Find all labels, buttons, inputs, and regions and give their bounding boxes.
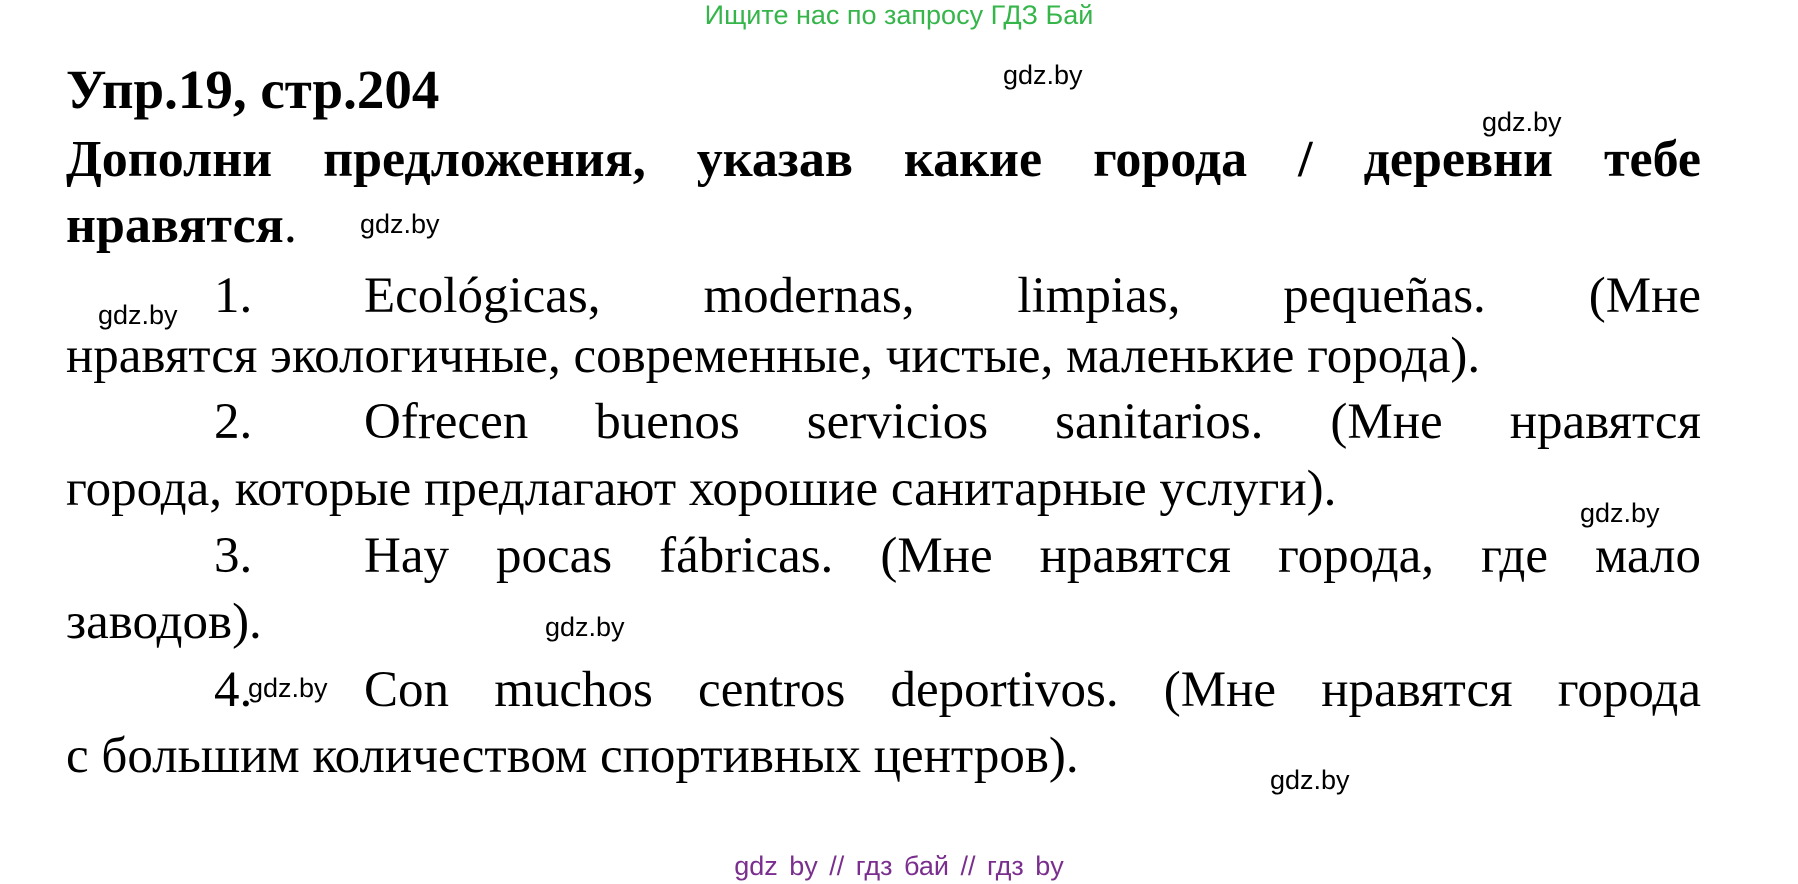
watermark: gdz.by	[1580, 498, 1660, 528]
list-item-number: 4.	[214, 662, 253, 718]
top-banner: Ищите нас по запросу ГДЗ Бай	[704, 0, 1094, 30]
list-item-3-line-1	[214, 526, 1701, 586]
task-instruction-line-2	[66, 196, 1701, 255]
watermark: gdz.by	[1003, 60, 1083, 90]
list-item-text: Con muchos centros deportivos. (Мне нравятся города	[364, 662, 1701, 718]
watermark: gdz.by	[1270, 765, 1350, 795]
page-title: Упр.19, стр.204	[66, 59, 440, 120]
list-item-2-line-1	[214, 392, 1701, 452]
watermark: gdz.by	[98, 300, 178, 330]
list-item-text: Ecológicas, modernas, limpias, pequeñas. (Мне	[364, 268, 1701, 324]
list-item-3-line-2: заводов).	[66, 594, 262, 650]
list-item-number: 3.	[214, 528, 253, 584]
task-instruction-bold: нравятся	[66, 197, 284, 254]
list-item-1-line-1	[214, 266, 1701, 326]
list-item-number: 2.	[214, 394, 253, 450]
watermark: gdz.by	[360, 209, 440, 239]
list-item-4-line-1	[214, 660, 1701, 720]
watermark: gdz.by	[545, 612, 625, 642]
list-item-2-line-2: города, которые предлагают хорошие санитарные услуги).	[66, 461, 1337, 517]
watermark: gdz.by	[1482, 107, 1562, 137]
footer-links: gdz by // гдз бай // гдз by	[734, 851, 1064, 881]
task-instruction-period: .	[283, 197, 297, 254]
list-item-text: Ofrecen buenos servicios sanitarios. (Мне нравятся	[364, 394, 1701, 450]
list-item-4-line-2: с большим количеством спортивных центров).	[66, 728, 1079, 784]
list-item-text: Hay pocas fábricas. (Мне нравятся города, где мало	[364, 528, 1701, 584]
watermark: gdz.by	[248, 673, 328, 703]
list-item-1-line-2: нравятся экологичные, современные, чистые, маленькие города).	[66, 328, 1481, 384]
list-item-number: 1.	[214, 268, 253, 324]
task-instruction-line-1: Дополни предложения, указав какие города / деревни тебе	[66, 131, 1701, 188]
